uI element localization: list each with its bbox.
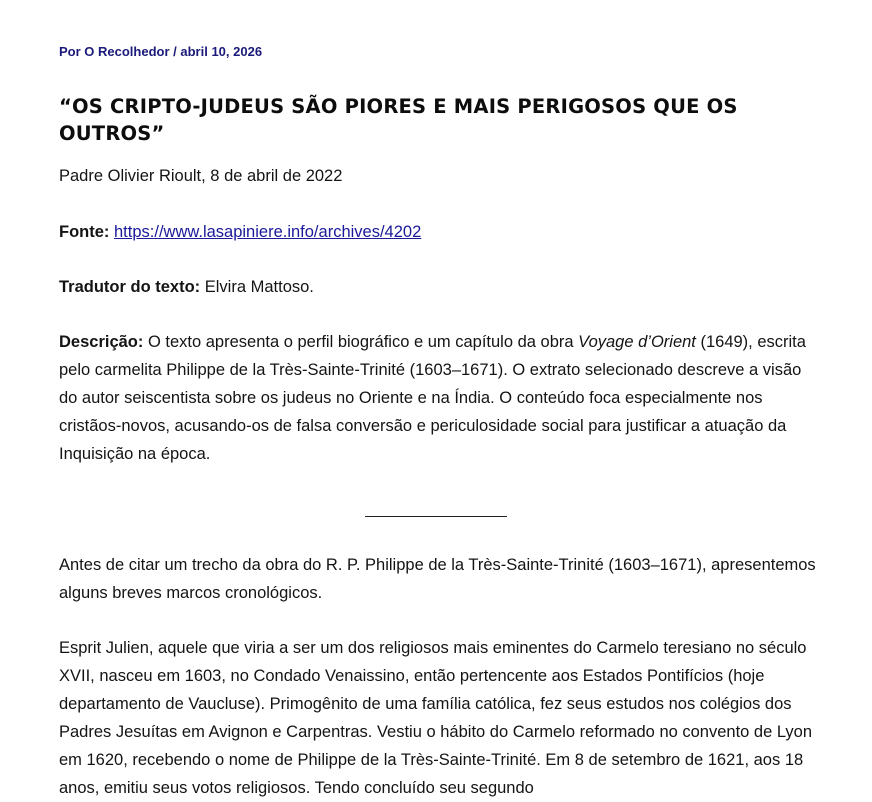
source-label: Fonte: xyxy=(59,223,110,241)
translator-line xyxy=(59,273,819,301)
source-line xyxy=(59,218,819,246)
page-title: “OS CRIPTO-JUDEUS SÃO PIORES E MAIS PERIGOSOS QUE OS OUTROS” xyxy=(59,95,738,145)
bio-paragraph: Esprit Julien, aquele que viria a ser um dos religiosos mais eminentes do Carmelo teresiano no século XVII, nasceu em 1603, no Condado Venaissino, então pertencente aos Estados Pontifícios (hoje departamento de Vaucluse). Primogênito de uma família católica, fez seus estudos nos colégios dos Padres Jesuítas em Avignon e Carpentras. Vestiu o hábito do Carmelo reformado no convento de Lyon em 1620, recebendo o nome de Philippe de la Très-Sainte-Trinité. Em 8 de setembro de 1621, aos 18 anos, emitiu seus votos religiosos. Tendo concluído seu segundo xyxy=(59,639,813,797)
section-divider xyxy=(365,516,507,517)
date-link[interactable]: abril 10, 2026 xyxy=(180,44,263,59)
description-text-after: (1649), escrita pelo carmelita Philippe de la Très-Sainte-Trinité (1603–1671). O extrato selecionado descreve a visão do autor seiscentista sobre os judeus no Oriente e na Índia. O conteúdo foca especialmente nos cristãos-novos, acusando-os de falsa conversão e periculosidade social para justificar a atuação da Inquisição na época. xyxy=(59,333,806,463)
work-title: Voyage d’Orient xyxy=(578,333,696,351)
description-text-before: O texto apresenta o perfil biográfico e um capítulo da obra xyxy=(147,333,574,351)
byline: Padre Olivier Rioult, 8 de abril de 2022 xyxy=(59,167,343,185)
meta-prefix: Por xyxy=(59,44,85,59)
meta-separator: / xyxy=(169,44,181,59)
translator-label: Tradutor do texto: xyxy=(59,278,201,296)
source-link[interactable]: https://www.lasapiniere.info/archives/4202 xyxy=(114,223,422,241)
description-paragraph xyxy=(59,328,819,468)
description-label: Descrição: xyxy=(59,333,144,351)
post-meta xyxy=(59,44,262,59)
intro-paragraph: Antes de citar um trecho da obra do R. P. Philippe de la Très-Sainte-Trinité (1603–1671), apresentemos alguns breves marcos cronológicos. xyxy=(59,556,816,602)
author-link[interactable]: O Recolhedor xyxy=(84,44,170,59)
translator-name: Elvira Mattoso. xyxy=(204,278,314,296)
